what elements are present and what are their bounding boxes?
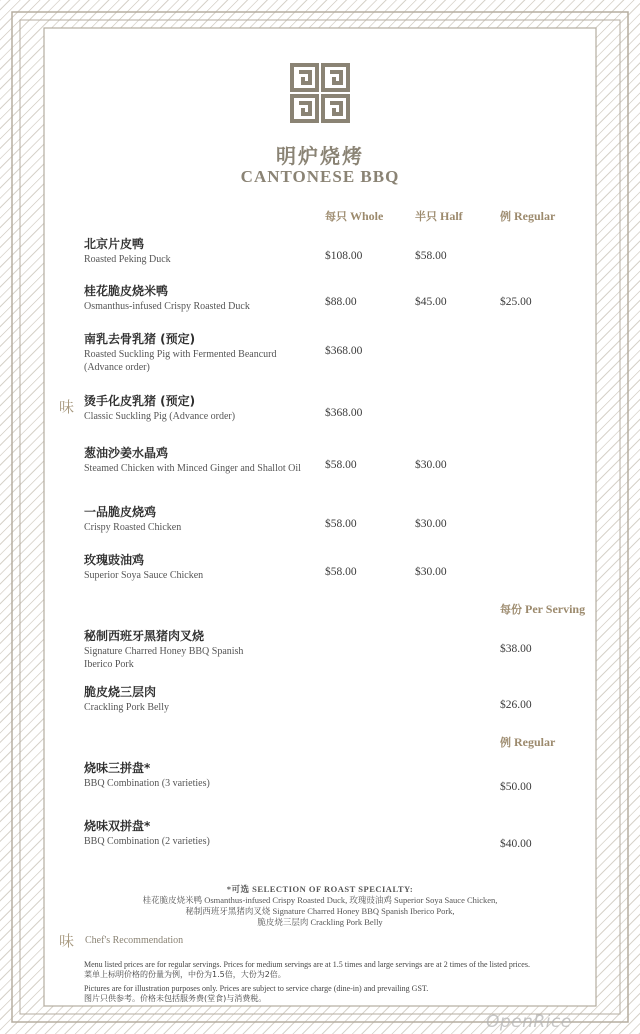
fret-pattern-logo-icon <box>289 62 351 124</box>
menu-item <box>84 331 314 374</box>
price-whole: $58.00 <box>325 566 357 578</box>
notes-line: 脆皮烧三层肉 Crackling Pork Belly <box>257 917 383 927</box>
chef-recommendation-label: Chef's Recommendation <box>85 935 184 946</box>
item-name-en: Roasted Suckling Pig with Fermented Beancurd (Advance order) <box>84 349 277 373</box>
item-name-en: Superior Soya Sauce Chicken <box>84 570 204 581</box>
column-header-whole: 每只 Whole <box>325 209 384 223</box>
item-name-en: Osmanthus-infused Crispy Roasted Duck <box>84 301 250 312</box>
menu-item <box>84 684 314 714</box>
column-header-regular: 例 Regular <box>500 209 556 223</box>
menu-item <box>84 393 314 423</box>
title-chinese: 明炉烧烤 <box>276 144 364 168</box>
column-header-per-serving: 每份 Per Serving <box>500 602 586 616</box>
price-whole: $58.00 <box>325 518 357 530</box>
item-name-en: BBQ Combination (2 varieties) <box>84 836 210 847</box>
item-name-cn: 南乳去骨乳猪 (预定) <box>84 332 196 346</box>
price-half: $30.00 <box>415 459 447 471</box>
menu-item <box>84 283 314 313</box>
menu-item <box>84 445 314 475</box>
price-regular: $50.00 <box>500 781 532 793</box>
item-name-cn: 烧味三拼盘* <box>84 761 151 775</box>
menu-item <box>84 236 314 266</box>
fine-print: 图片只供参考。价格未包括服务费(堂食)与消费税。 <box>84 994 267 1003</box>
item-name-cn: 桂花脆皮烧米鸭 <box>84 284 169 298</box>
item-name-cn: 葱油沙姜水晶鸡 <box>84 446 169 460</box>
item-name-cn: 脆皮烧三层肉 <box>84 685 157 699</box>
menu-item <box>84 628 314 671</box>
item-name-cn: 烫手化皮乳猪 (预定) <box>84 394 196 408</box>
fine-print: 菜单上标明价格的份量为例，中份为1.5倍，大份为2倍。 <box>84 970 286 979</box>
item-name-cn: 烧味双拼盘* <box>84 819 151 833</box>
menu-item <box>84 552 314 582</box>
title-english: CANTONESE BBQ <box>240 167 400 186</box>
menu-item <box>84 504 314 534</box>
item-name-en: BBQ Combination (3 varieties) <box>84 778 210 789</box>
price-whole: $58.00 <box>325 459 357 471</box>
price-half: $45.00 <box>415 296 447 308</box>
price-half: $30.00 <box>415 566 447 578</box>
item-name-en: Classic Suckling Pig (Advance order) <box>84 411 236 422</box>
price-whole: $88.00 <box>325 296 357 308</box>
notes-heading: *可选 SELECTION OF ROAST SPECIALTY: <box>226 884 414 894</box>
chef-recommendation-icon: 味 <box>59 932 75 950</box>
column-header-regular-combo: 例 Regular <box>500 735 556 749</box>
menu-item <box>84 760 314 790</box>
price-half: $58.00 <box>415 250 447 262</box>
item-name-en: Crackling Pork Belly <box>84 702 169 713</box>
price-regular: $25.00 <box>500 296 532 308</box>
notes-line: 桂花脆皮烧米鸭 Osmanthus-infused Crispy Roasted Duck, 玫瑰豉油鸡 Superior Soya Sauce Chicken, <box>142 895 498 905</box>
item-name-cn: 北京片皮鸭 <box>84 237 145 251</box>
price-regular: $40.00 <box>500 838 532 850</box>
item-name-en: Roasted Peking Duck <box>84 254 171 265</box>
price-per-serving: $38.00 <box>500 643 532 655</box>
column-header-half: 半只 Half <box>415 209 463 223</box>
item-name-en: Signature Charred Honey BBQ Spanish Iberico Pork <box>84 646 244 670</box>
notes-line: 秘制西班牙黑猪肉叉烧 Signature Charred Honey BBQ Spanish Iberico Pork, <box>185 906 455 916</box>
price-half: $30.00 <box>415 518 447 530</box>
price-whole: $108.00 <box>325 250 363 262</box>
openrice-watermark: OpenRice <box>486 1012 572 1032</box>
item-name-cn: 秘制西班牙黑猪肉叉烧 <box>84 629 205 643</box>
fine-print: Menu listed prices are for regular servings. Prices for medium servings are at 1.5 times and large servings are at 2 times of the listed prices. <box>84 960 530 969</box>
item-name-cn: 玫瑰豉油鸡 <box>84 553 145 567</box>
price-per-serving: $26.00 <box>500 699 532 711</box>
price-whole: $368.00 <box>325 345 363 357</box>
roast-selection-notes <box>0 884 640 928</box>
item-name-cn: 一品脆皮烧鸡 <box>84 505 157 519</box>
price-whole: $368.00 <box>325 407 363 419</box>
menu-item <box>84 818 314 848</box>
item-name-en: Steamed Chicken with Minced Ginger and Shallot Oil <box>84 463 301 474</box>
item-name-en: Crispy Roasted Chicken <box>84 522 182 533</box>
fine-print: Pictures are for illustration purposes only. Prices are subject to service charge (dine-in) and prevailing GST. <box>84 984 429 993</box>
chef-recommendation-icon: 味 <box>59 398 75 416</box>
